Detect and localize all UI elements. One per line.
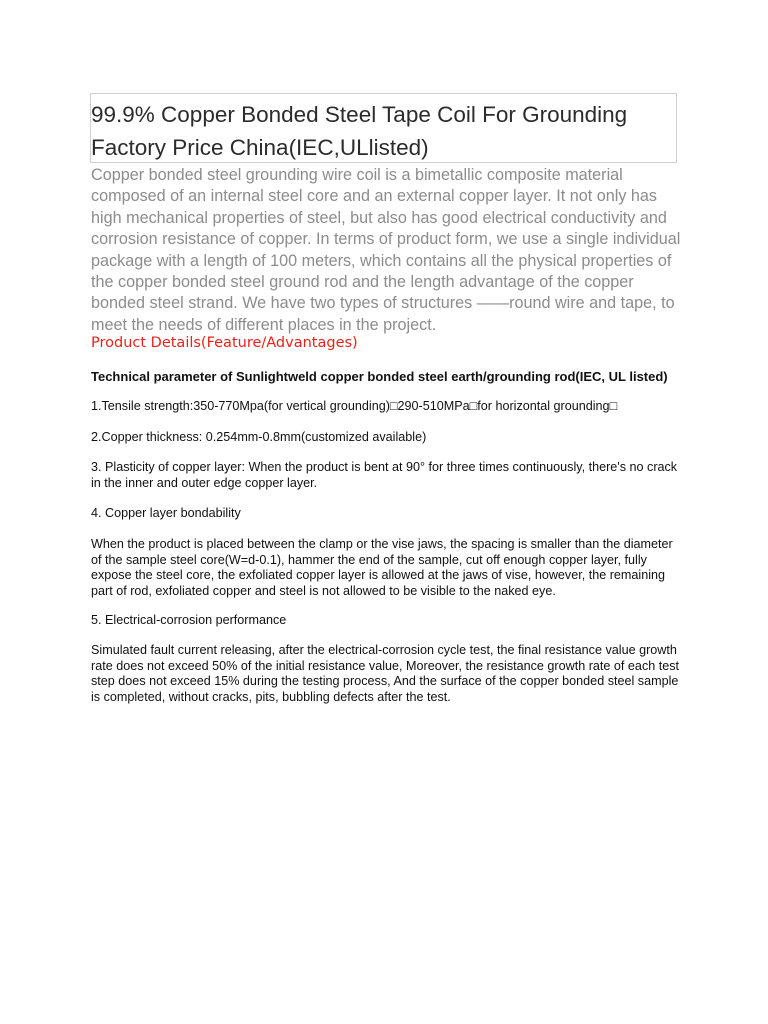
- title-box: [90, 93, 677, 163]
- param-bondability: 4. Copper layer bondability: [91, 506, 241, 520]
- page-title-line-1: 99.9% Copper Bonded Steel Tape Coil For Grounding: [91, 102, 628, 127]
- param-tensile-strength: 1.Tensile strength:350-770Mpa(for vertical grounding)□290-510MPa□for horizontal grounding□: [91, 399, 618, 413]
- product-details-heading: Product Details(Feature/Advantages): [91, 335, 358, 351]
- page-title-line-2: Factory Price China(IEC,ULlisted): [91, 135, 429, 160]
- intro-paragraph: Copper bonded steel grounding wire coil is a bimetallic composite material composed of an internal steel core and an external copper layer. It not only has high mechanical properties of steel, but also has good electrical conductivity and corrosion resistance of copper. In terms of product form, we use a single individual package with a length of 100 meters, which contains all the physical properties of the copper bonded steel ground rod and the length advantage of the copper bonded steel strand. We have two types of structures ——round wire and tape, to meet the needs of different places in the project.: [91, 166, 681, 334]
- param-plasticity: 3. Plasticity of copper layer: When the product is bent at 90° for three times continuously, there's no crack in the inner and outer edge copper layer.: [91, 460, 678, 490]
- param-copper-thickness: 2.Copper thickness: 0.254mm-0.8mm(customized available): [91, 430, 427, 444]
- param-electrical-corrosion-detail: Simulated fault current releasing, after the electrical-corrosion cycle test, the final resistance value growth rate does not exceed 50% of the initial resistance value, Moreover, the resistance growth rate of each test step does not exceed 15% during the testing process, And the surface of the copper bonded steel sample is completed, without cracks, pits, bubbling defects after the test.: [91, 643, 680, 704]
- param-electrical-corrosion: 5. Electrical-corrosion performance: [91, 613, 287, 627]
- param-bondability-detail: When the product is placed between the clamp or the vise jaws, the spacing is smaller than the diameter of the sample steel core(W=d-0.1), hammer the end of the sample, cut off enough copper layer, fully expose the steel core, the exfoliated copper layer is allowed at the jaws of vise, however, the remaining part of rod, exfoliated copper and steel is not allowed to be visible to the naked eye.: [91, 537, 673, 598]
- technical-parameter-heading: Technical parameter of Sunlightweld copper bonded steel earth/grounding rod(IEC, UL listed): [91, 369, 668, 384]
